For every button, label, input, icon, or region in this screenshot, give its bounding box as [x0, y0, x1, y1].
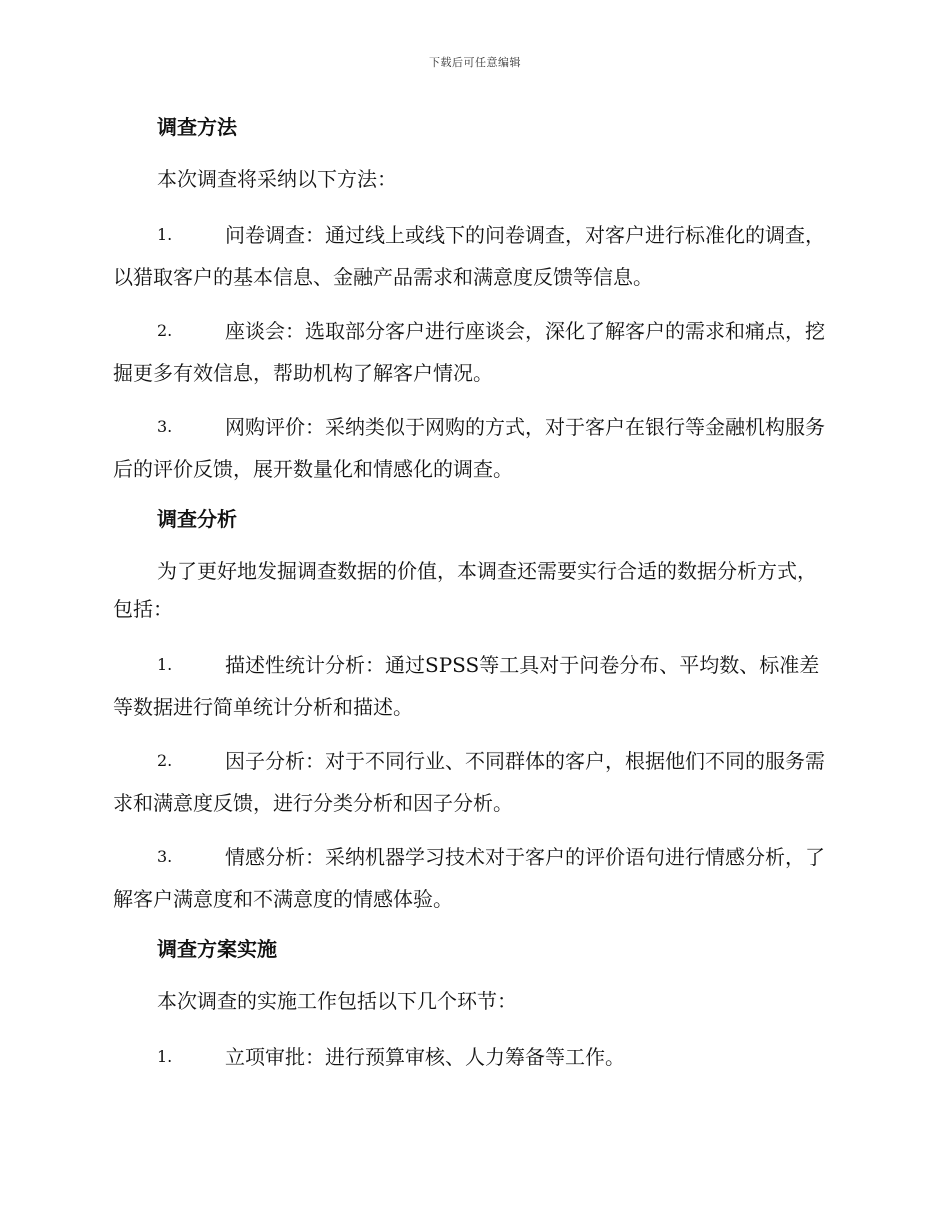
section-intro: 本次调查的实施工作包括以下几个环节：	[157, 989, 517, 1013]
list-text: 网购评价：采纳类似于网购的方式，对于客户在银行等金融机构服务后的评价反馈，展开数量化和情感化的调查。	[113, 415, 825, 481]
list-text: 问卷调查：通过线上或线下的问卷调查，对客户进行标准化的调查，以猎取客户的基本信息、金融产品需求和满意度反馈等信息。	[113, 223, 825, 289]
list-number: 2.	[157, 321, 173, 340]
list-text: 描述性统计分析：通过SPSS等工具对于问卷分布、平均数、标准差等数据进行简单统计分析和描述。	[113, 653, 820, 719]
list-item	[113, 644, 835, 728]
list-text: 立项审批：进行预算审核、人力筹备等工作。	[225, 1045, 625, 1069]
list-number: 1.	[157, 1047, 173, 1066]
list-text: 情感分析：采纳机器学习技术对于客户的评价语句进行情感分析，了解客户满意度和不满意度的情感体验。	[113, 845, 825, 911]
list-number: 3.	[157, 847, 173, 866]
list-item	[113, 740, 835, 824]
section-intro: 本次调查将采纳以下方法：	[157, 167, 397, 191]
list-number: 2.	[157, 751, 173, 770]
list-item	[113, 310, 835, 394]
list-item	[113, 836, 835, 920]
section-heading: 调查方案实施	[157, 937, 277, 961]
section-heading: 调查方法	[157, 115, 237, 139]
list-text: 座谈会：选取部分客户进行座谈会，深化了解客户的需求和痛点，挖掘更多有效信息，帮助机构了解客户情况。	[113, 319, 825, 385]
document-body	[113, 110, 835, 1090]
list-item	[113, 406, 835, 490]
list-number: 1.	[157, 655, 173, 674]
section-heading: 调查分析	[157, 507, 237, 531]
header-note: 下载后可任意编辑	[429, 56, 521, 69]
section-intro: 为了更好地发掘调查数据的价值，本调查还需要实行合适的数据分析方式，包括：	[113, 559, 817, 621]
list-text: 因子分析：对于不同行业、不同群体的客户，根据他们不同的服务需求和满意度反馈，进行分类分析和因子分析。	[113, 749, 825, 815]
list-item	[113, 214, 835, 298]
list-number: 1.	[157, 225, 173, 244]
list-number: 3.	[157, 417, 173, 436]
list-item	[113, 1036, 835, 1078]
